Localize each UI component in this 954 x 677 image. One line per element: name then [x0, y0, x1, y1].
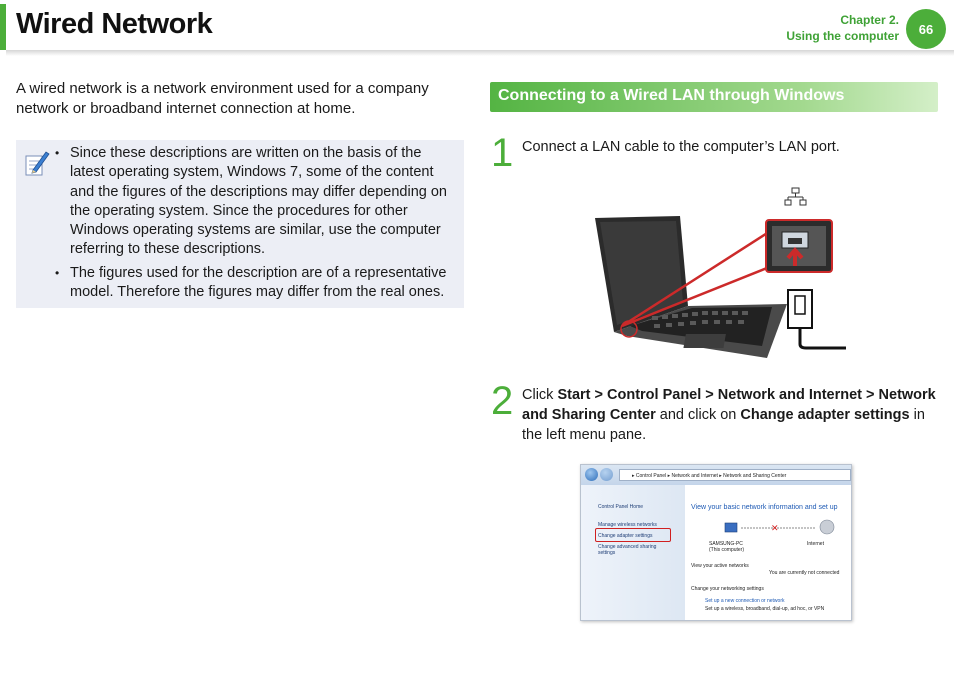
pc-subtitle: (This computer)	[709, 547, 745, 553]
step-number-2: 2	[491, 379, 514, 423]
menu-change-advanced-2: settings	[598, 550, 616, 556]
main-pane	[685, 485, 851, 620]
page-number-badge: 66	[906, 9, 946, 49]
step-2-menu-path: Start > Control Panel > Network and Internet > Network and Sharing Center	[522, 387, 936, 423]
step-2-text-b: and click on	[655, 407, 741, 423]
note-box	[16, 140, 464, 308]
menu-change-advanced-1: Change advanced sharing	[598, 544, 657, 550]
internet-label: Internet	[807, 541, 824, 547]
step-number-1: 1	[491, 131, 514, 175]
computer-icon	[725, 523, 737, 532]
intro-paragraph: A wired network is a network environment used for a company network or broadband internet connection at home.	[16, 80, 429, 117]
forward-icon	[600, 468, 613, 481]
section-title: Connecting to a Wired LAN through Windows	[498, 87, 845, 104]
disconnected-x-icon: ✕	[771, 524, 779, 534]
menu-change-adapter: Change adapter settings	[598, 533, 653, 539]
step-text-2	[522, 385, 940, 445]
chapter-name: Using the computer	[786, 29, 899, 43]
pc-name: SAMSUNG-PC	[709, 541, 743, 547]
section-header	[490, 82, 938, 112]
note-pencil-icon	[24, 148, 50, 178]
back-icon	[585, 468, 598, 481]
networking-settings-label: Change your networking settings	[691, 586, 764, 592]
menu-manage-wireless: Manage wireless networks	[598, 522, 657, 528]
title-accent-bar	[0, 4, 6, 50]
title-bar	[0, 0, 954, 58]
setup-connection-desc: Set up a wireless, broadband, dial-up, ad hoc, or VPN	[705, 606, 825, 612]
chapter-number: Chapter 2.	[840, 13, 899, 27]
main-heading: View your basic network information and set up	[691, 504, 838, 511]
left-menu-pane	[581, 485, 685, 620]
lan-network-icon	[785, 188, 806, 205]
step-2-change-adapter: Change adapter settings	[740, 407, 910, 423]
page-title: Wired Network	[16, 8, 213, 40]
title-divider	[6, 50, 954, 56]
laptop-lan-port-illustration	[592, 186, 852, 362]
menu-control-panel-home: Control Panel Home	[598, 504, 644, 510]
note-item-2: • The figures used for the description are of a representative model. Therefore the figures may differ from the real ones.	[54, 264, 458, 303]
change-adapter-highlight	[595, 528, 671, 542]
chapter-label	[786, 12, 899, 44]
address-bar: ▸ Control Panel ▸ Network and Internet ▸ Network and Sharing Center	[619, 469, 851, 481]
step-2-text-c: in the left menu pane.	[522, 407, 925, 443]
not-connected-label: You are currently not connected	[769, 570, 840, 576]
internet-globe-icon	[820, 520, 834, 534]
active-networks-label: View your active networks	[691, 563, 749, 569]
step-text-1: Connect a LAN cable to the computer’s LAN port.	[522, 139, 840, 155]
note-list	[54, 144, 458, 306]
setup-connection-link: Set up a new connection or network	[705, 598, 785, 604]
step-2-text-a: Click	[522, 387, 558, 403]
network-map	[721, 519, 851, 539]
network-sharing-center-screenshot	[580, 464, 852, 621]
window-toolbar	[581, 465, 851, 485]
note-item-1: • Since these descriptions are written on the basis of the latest operating system, Windows 7, some of the content and the figures of the descriptions may differ depending on the operating system. Since the procedures for other Windows operating systems are similar, use the computer referring to these descriptions.	[54, 144, 458, 260]
